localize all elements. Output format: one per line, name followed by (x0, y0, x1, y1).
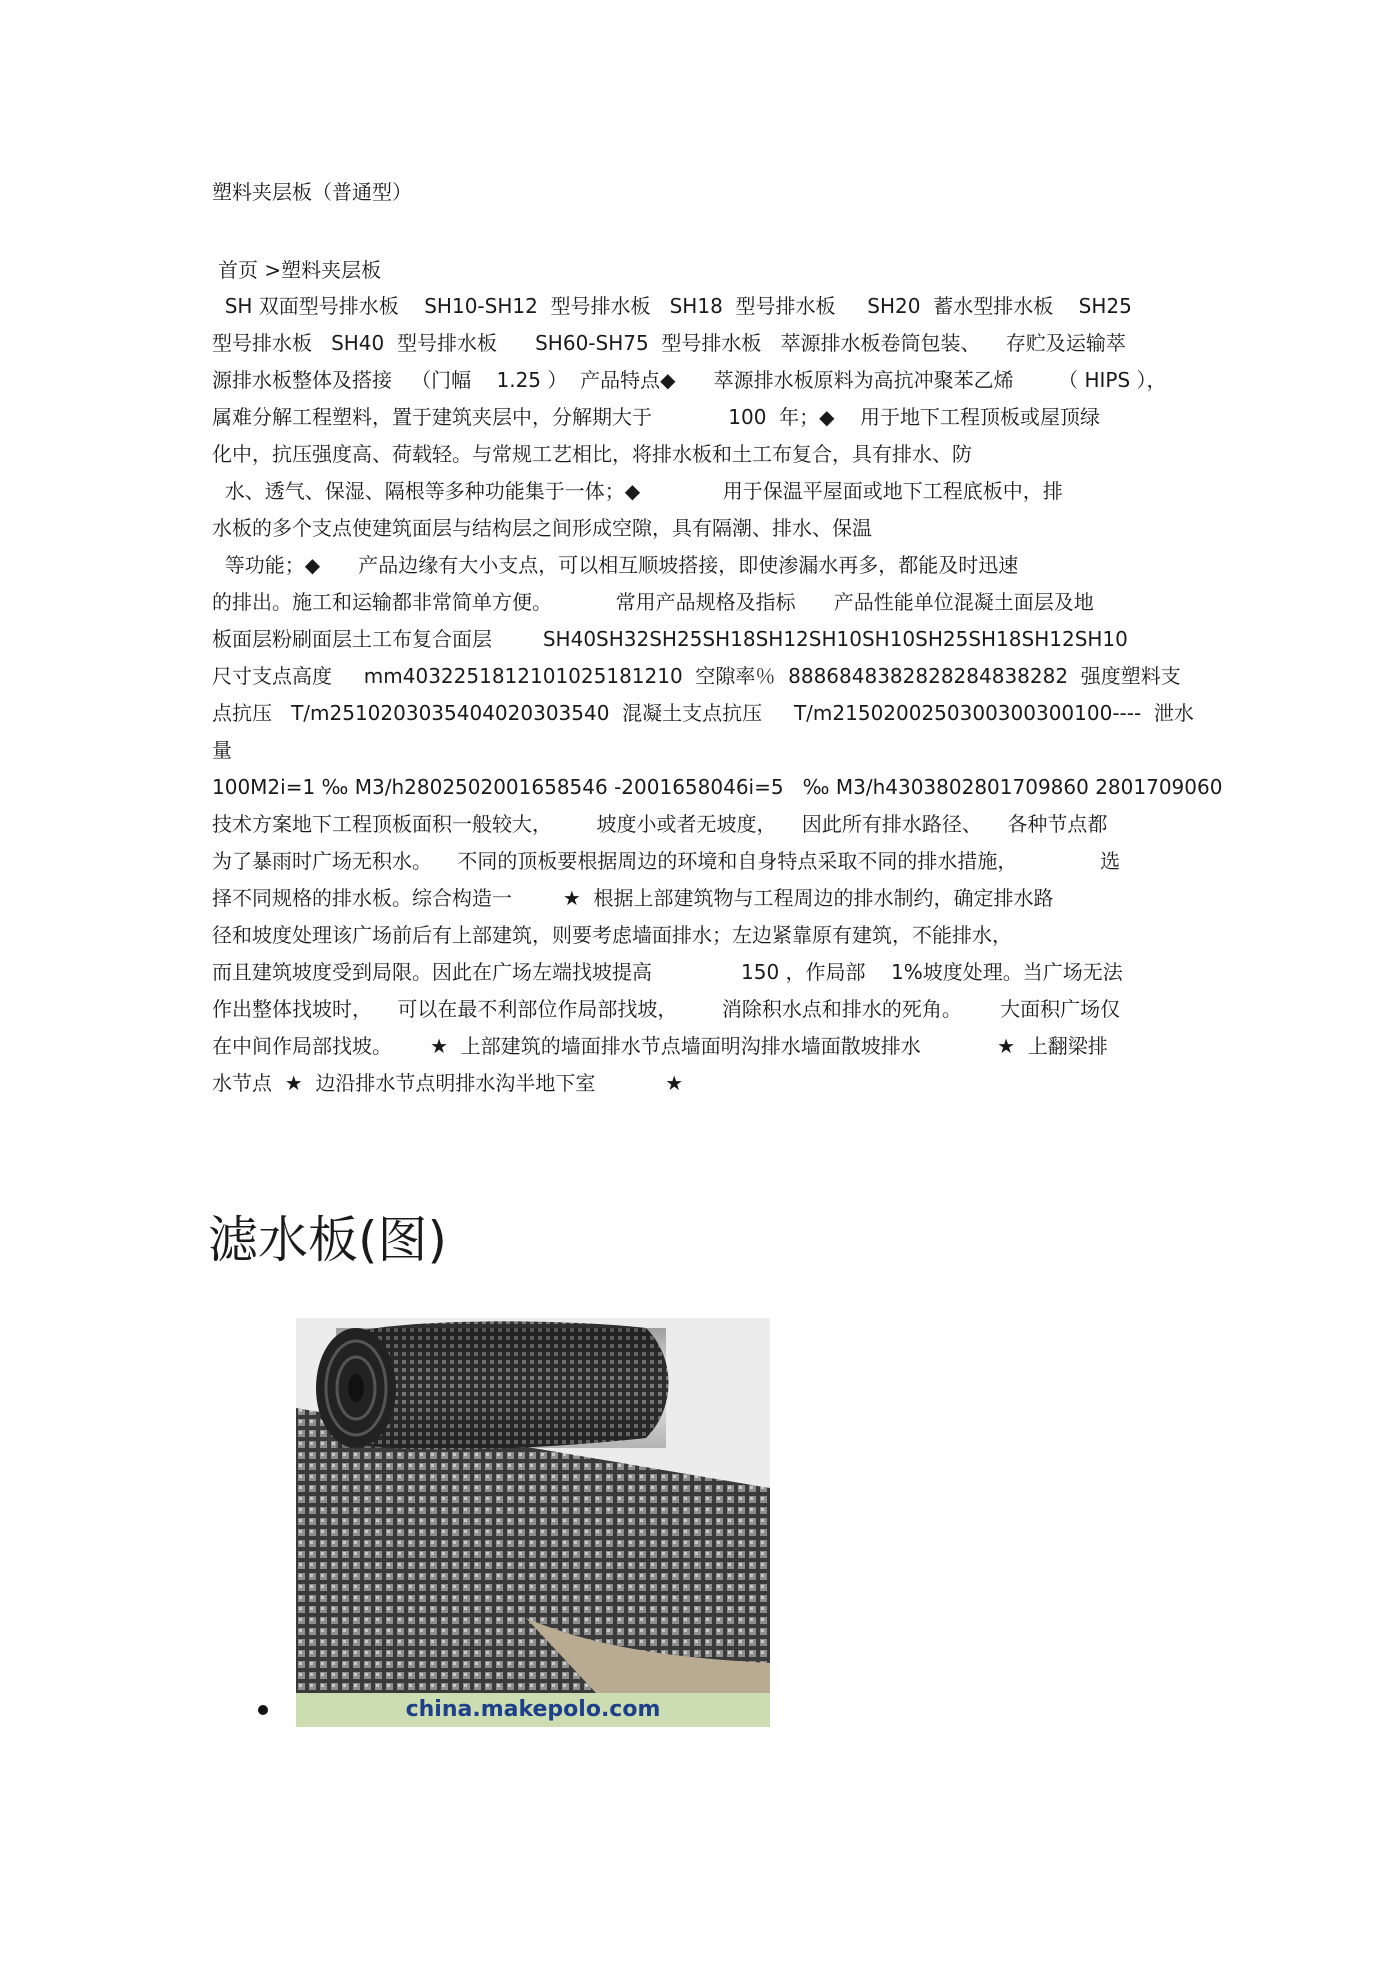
body-line: 100M2i=1 ‰ M3/h2802502001658546 -2001658046i=5 ‰ M3/h4303802801709860 2801709060 (212, 775, 1223, 799)
page-title: 塑料夹层板（普通型） (212, 180, 412, 204)
body-line: 板面层粉刷面层土工布复合面层 SH40SH32SH25SH18SH12SH10SH10SH25SH18SH12SH10 (212, 627, 1128, 651)
body-line: 水节点 ★ 边沿排水节点明排水沟半地下室 ★ (212, 1071, 684, 1095)
body-line: 点抗压 T/m2510203035404020303540 混凝土支点抗压 T/m21502002503003003​00100---- 泄水 (212, 701, 1194, 725)
drainage-board-illustration (296, 1318, 770, 1727)
body-line: 水板的多个支点使建筑面层与结构层之间形成空隙，具有隔潮、排水、保温 (212, 516, 872, 540)
body-line: 化中，抗压强度高、荷载轻。与常规工艺相比，将排水板和土工布复合，具有排水、防 (212, 442, 972, 466)
body-line: SH 双面型号排水板 SH10-SH12 型号排水板 SH18 型号排水板 SH20 蓄水型排水板 SH25 (212, 294, 1132, 318)
body-line: 量 (212, 738, 232, 762)
breadcrumb: 首页 >塑料夹层板 (218, 258, 382, 282)
body-line: 为了暴雨时广场无积水。 不同的顶板要根据周边的环境和自身特点采取不同的排水措施， 选 (212, 849, 1121, 873)
list-bullet (258, 1705, 268, 1715)
body-line: 源排水板整体及搭接 （门幅 1.25 ） 产品特点◆ 萃源排水板原料为高抗冲聚苯乙烯 （ HIPS ）， (212, 368, 1167, 392)
body-line: 技术方案地下工程顶板面积一般较大， 坡度小或者无坡度， 因此所有排水路径、 各种节点都 (212, 812, 1108, 836)
drainage-board-photo (296, 1318, 770, 1727)
body-text (212, 288, 1223, 1102)
body-line: 而且建筑坡度受到局限。因此在广场左端找坡提高 150 ，作局部 1%坡度处理。当广场无法 (212, 960, 1123, 984)
body-line: 水、透气、保湿、隔根等多种功能集于一体；◆ 用于保温平屋面或地下工程底板中，排 (212, 479, 1063, 503)
section-heading: 滤水板(图) (208, 1211, 448, 1269)
body-line: 作出整体找坡时， 可以在最不利部位作局部找坡， 消除积水点和排水的死角。 大面积广场仅 (212, 997, 1121, 1021)
body-line: 径和坡度处理该广场前后有上部建筑，则要考虑墙面排水；左边紧靠原有建筑，不能排水， (212, 923, 1012, 947)
body-line: 尺寸支点高度 mm4032251812101025181210 空隙率％ 8886848382828284838282 强度塑料支 (212, 664, 1181, 688)
figure-watermark: china.makepolo.com (296, 1693, 770, 1727)
body-line: 型号排水板 SH40 型号排水板 SH60-SH75 型号排水板 萃源排水板卷筒包装、 存贮及运输萃 (212, 331, 1126, 355)
body-line: 的排出。施工和运输都非常简单方便。 常用产品规格及指标 产品性能单位混凝土面层及地 (212, 590, 1094, 614)
body-line: 择不同规格的排水板。综合构造一 ★ 根据上部建筑物与工程周边的排水制约，确定排水路 (212, 886, 1054, 910)
body-line: 在中间作局部找坡。 ★ 上部建筑的墙面排水节点墙面明沟排水墙面散坡排水 ★ 上翻梁排 (212, 1034, 1108, 1058)
body-line: 属难分解工程塑料，置于建筑夹层中，分解期大于 100 年；◆ 用于地下工程顶板或屋顶绿 (212, 405, 1100, 429)
body-line: 等功能；◆ 产品边缘有大小支点，可以相互顺坡搭接，即使渗漏水再多，都能及时迅速 (212, 553, 1019, 577)
